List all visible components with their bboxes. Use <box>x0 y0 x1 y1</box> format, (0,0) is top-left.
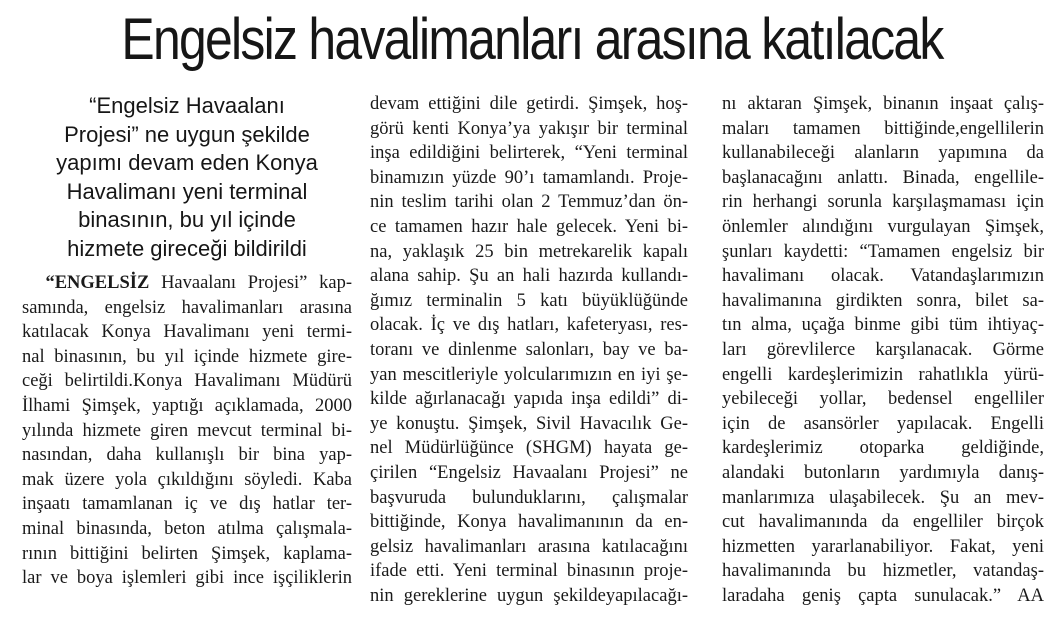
body-line: şunları kaydetti: “Tamamen engelsiz bir <box>722 241 1044 262</box>
article-headline: Engelsiz havalimanları arasına katılacak <box>121 7 943 72</box>
body-line: nin gereklerine uygun şekildeyapılacağı- <box>370 585 688 606</box>
deck-line: “Engelsiz Havaalanı <box>89 93 285 118</box>
body-line: samında, engelsiz havalimanları arasına <box>22 297 352 318</box>
body-line: na, yaklaşık 25 bin metrekarelik kapalı <box>370 241 688 262</box>
body-line: inşaatı tamamlanan iç ve dış hatlar ter- <box>22 494 352 515</box>
body-line: katılacak Konya Havalimanı yeni termi- <box>22 322 352 343</box>
deck-line: Projesi” ne uygun şekilde <box>64 121 310 147</box>
body-line: hizmetten yararlanabiliyor. Fakat, yeni <box>722 536 1044 557</box>
article-deck <box>22 92 352 263</box>
body-line: mak üzere yola çıkıldığını söyledi. Kaba <box>22 469 352 490</box>
body-line: engelli kardeşlerimizin rahatlıkla yürü- <box>722 364 1044 385</box>
article-body-col2 <box>370 92 688 608</box>
body-line: ye konuştu. Şimşek, Sivil Havacılık Ge- <box>370 413 688 434</box>
body-line: cut havalimanında da engelliler birçok <box>722 512 1044 533</box>
body-line: laradaha geniş çapta sunulacak.” AA <box>722 585 1044 606</box>
body-line: için de asansörler yapılacak. Engelli <box>722 413 1044 434</box>
body-line: nasından, daha kullanışlı bir bina yap- <box>22 445 352 466</box>
body-line: ceği belirtildi.Konya Havalimanı Müdürü <box>22 371 352 392</box>
body-line: nel Müdürlüğünce (SHGM) hayata ge- <box>370 438 688 459</box>
deck-line: Havalimanı yeni terminal <box>66 178 308 204</box>
article-body-col1 <box>22 271 352 591</box>
body-line: ğımız terminalin 5 katı büyüklüğünde <box>370 290 688 311</box>
body-line: inşa edildiğini belirterek, “Yeni terminal <box>370 143 688 164</box>
body-line: çirilen “Engelsiz Havaalanı Projesi” ne <box>370 462 688 483</box>
body-line: kilde ağırlanacağı yapıda inşa edildi” di- <box>370 389 688 410</box>
body-line: ları görevlilerce karşılanacak. Görme <box>722 339 1044 360</box>
body-line: ifade etti. Yeni terminal binasının proje- <box>370 561 688 582</box>
body-line: nı aktaran Şimşek, binanın inşaat çalış- <box>722 94 1044 114</box>
body-line: tın alma, uçağa binme gibi tüm ihtiyaç- <box>722 315 1044 336</box>
body-line: minal binasında, beton atılma çalışmala- <box>22 518 352 539</box>
body-line: binamızın yüzde 90’ı tamamlandı. Proje- <box>370 167 688 188</box>
body-line: toranı ve dinlenme salonları, bay ve ba- <box>370 339 688 360</box>
lead-word: “ENGELSİZ <box>45 273 150 293</box>
deck-line: binasının, bu yıl içinde <box>78 207 296 232</box>
deck-line: hizmete gireceği bildirildi <box>67 235 307 261</box>
body-line: nin teslim tarihi olan 2 Temmuz’dan ön- <box>370 192 688 213</box>
body-line: olacak. İç ve dış hatları, kafeteryası, res- <box>370 315 688 336</box>
body-line: rin herhangi sorunla karşılaşmaması için <box>722 192 1044 213</box>
body-line: gelsiz havalimanları arasına katılacağını <box>370 536 688 557</box>
body-line: başlanacağını anlattı. Binada, engellile- <box>722 167 1044 188</box>
body-line: ce tamamen hazır hale gelecek. Yeni bi- <box>370 216 688 237</box>
body-line: havalimanında bu hizmetler, vatandaş- <box>722 561 1044 582</box>
body-line: görü kenti Konya’ya yakışır bir terminal <box>370 118 688 139</box>
body-line: başvuruda bulunduklarını, çalışmalar <box>370 487 688 508</box>
article-column-3 <box>722 92 1044 608</box>
body-line: maları tamamen bittiğinde,engellilerin <box>722 118 1044 139</box>
body-line: rının bittiğini belirten Şimşek, kaplama- <box>22 543 352 564</box>
body-line: havalimanı olacak. Vatandaşlarımızın <box>722 266 1044 287</box>
body-line: nal binasının, bu yıl içinde hizmete gire- <box>22 346 352 367</box>
body-line: önlemler alındığını vurgulayan Şimşek, <box>722 216 1044 237</box>
body-line: kullanabileceği alanların yapımına da <box>722 143 1044 164</box>
body-line: yan mescitleriyle yolcularımızın en iyi şe- <box>370 364 688 385</box>
body-line: yılında hizmete giren mevcut terminal bi- <box>22 420 352 441</box>
deck-line: yapımı devam eden Konya <box>56 150 318 175</box>
body-line: kardeşlerimiz otoparka geldiğinde, <box>722 438 1044 459</box>
article-column-1 <box>22 92 352 591</box>
body-line: lar ve boya işlemleri gibi ince işçiliklerin <box>22 568 352 589</box>
body-line: İlhami Şimşek, yaptığı açıklamada, 2000 <box>22 395 352 416</box>
body-line: manlarımıza ulaşabilecek. Şu an mev- <box>722 487 1044 508</box>
article-body-col3 <box>722 92 1044 608</box>
body-line <box>22 271 352 296</box>
body-line: bittiğinde, Konya havalimanının da en- <box>370 512 688 533</box>
body-line: devam ettiğini dile getirdi. Şimşek, hoş- <box>370 94 688 114</box>
article-column-2 <box>370 92 688 608</box>
body-line: yebileceği yollar, bedensel engelliler <box>722 389 1044 410</box>
lead-rest: Havaalanı Projesi” kap- <box>149 273 352 293</box>
body-line: alana sahip. Şu an hali hazırda kullandı- <box>370 266 688 287</box>
body-line: havalimanına girdikten sonra, bilet sa- <box>722 290 1044 311</box>
body-line: alandaki butonların yardımıyla danış- <box>722 462 1044 483</box>
